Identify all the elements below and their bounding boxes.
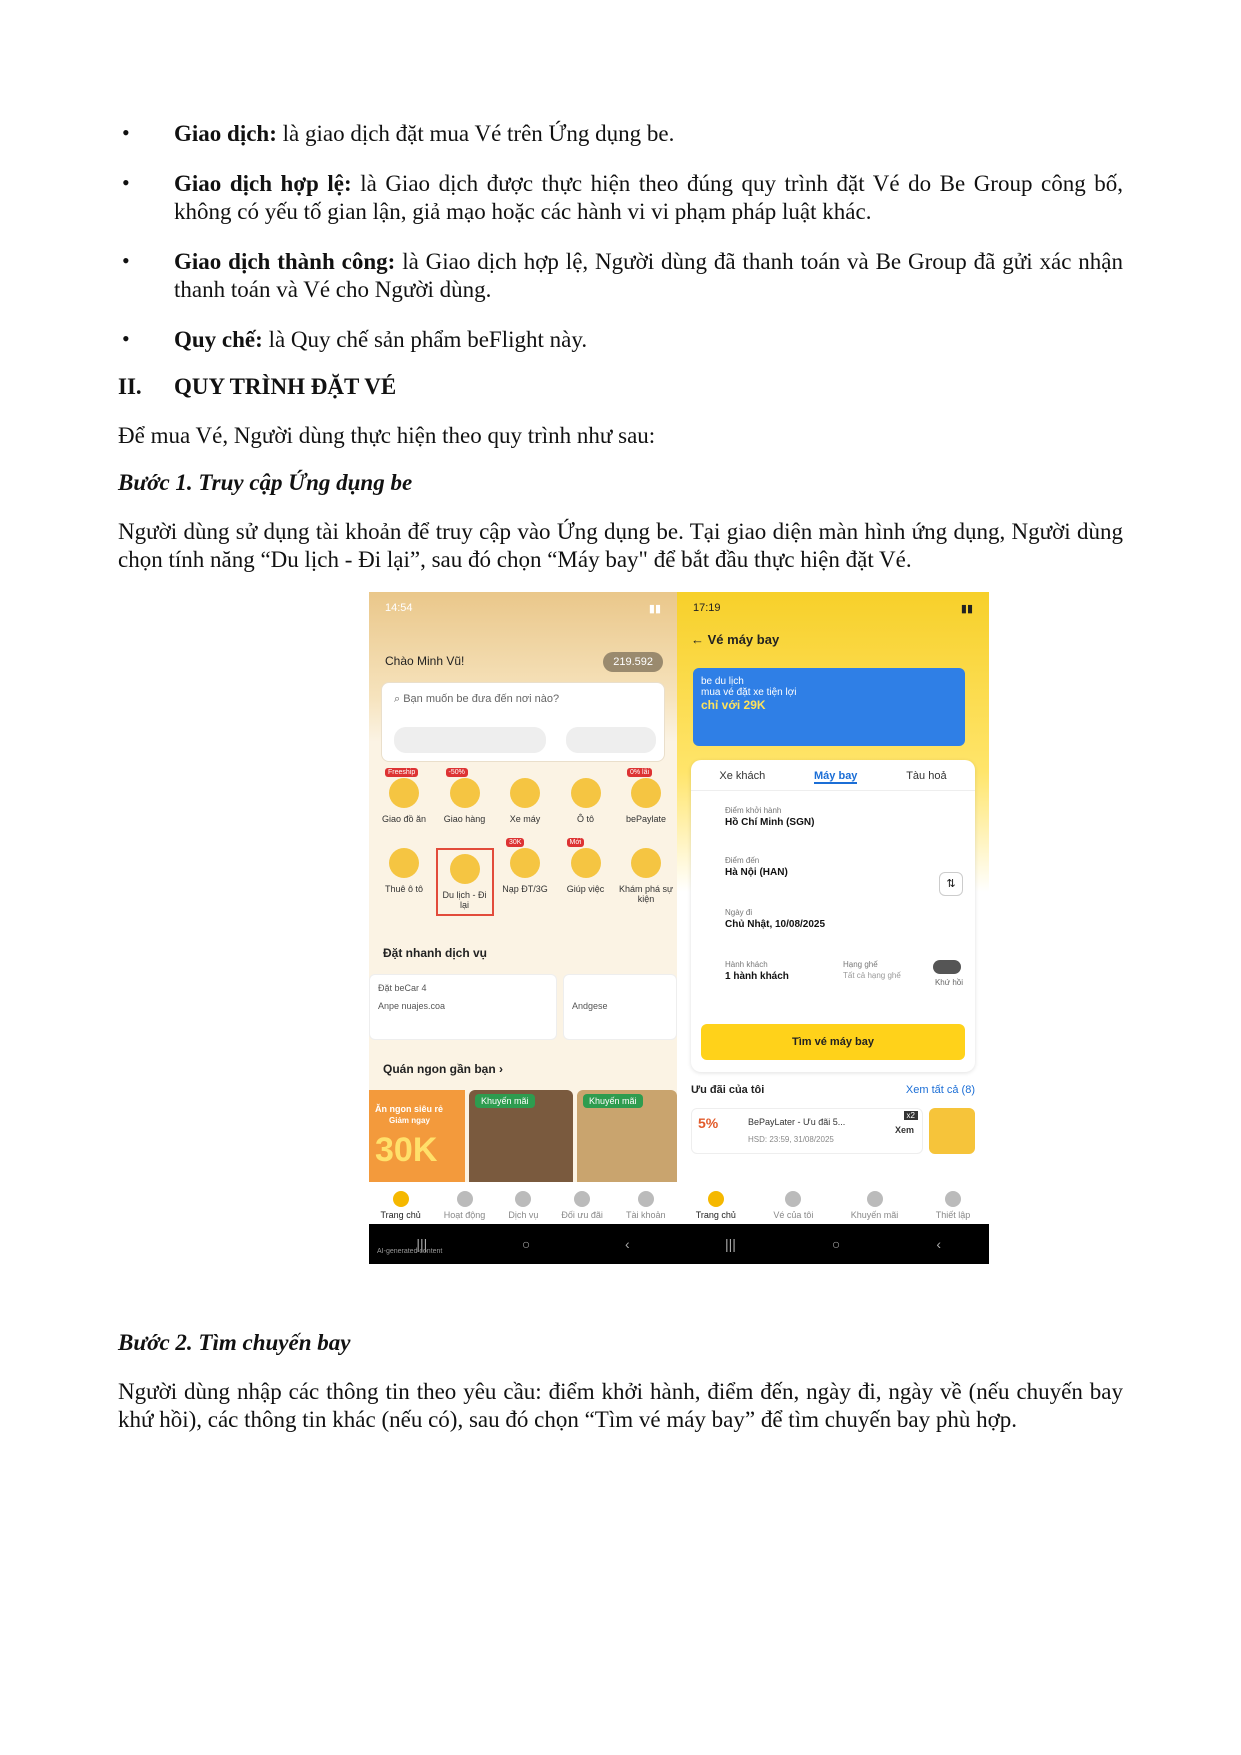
system-nav-bar — [369, 1224, 677, 1264]
box-icon: -50% — [450, 778, 480, 808]
offers-title: Ưu đãi của tôi — [691, 1084, 765, 1096]
promo-banner[interactable]: be du lịch mua vé đặt xe tiện lợi chỉ với 29K — [693, 668, 965, 746]
battery-icon: ▮▮ — [960, 603, 973, 615]
ticket-icon — [785, 1191, 801, 1207]
step1-title: Bước 1. Truy cập Ứng dụng be — [118, 470, 413, 495]
find-flight-button[interactable]: Tìm vé máy bay — [701, 1024, 965, 1060]
travel-icon — [450, 854, 480, 884]
tab-train[interactable]: Tàu hoả — [906, 770, 947, 782]
tab-bus[interactable]: Xe khách — [719, 770, 766, 782]
home-circle-icon[interactable]: ○ — [831, 1236, 841, 1252]
system-nav-bar — [677, 1224, 989, 1264]
service-paylater[interactable]: 0% lãi bePaylate — [625, 769, 667, 824]
date-field[interactable]: Ngày đi Chủ Nhật, 10/08/2025 — [725, 908, 826, 930]
page-header — [691, 632, 779, 647]
definition-item — [118, 326, 1123, 354]
definition-item — [118, 120, 1123, 148]
phone-home-screen — [369, 592, 677, 1264]
promo-30k-banner[interactable]: Ăn ngon siêu rẻ Giảm ngay 30K — [369, 1090, 465, 1214]
nav-home[interactable]: Trang chủ — [381, 1191, 421, 1220]
points-badge[interactable]: 219.592 — [603, 652, 663, 672]
plane-offer-thumb[interactable] — [929, 1108, 975, 1154]
nearby-title[interactable]: Quán ngon gần bạn › — [383, 1062, 504, 1076]
motorbike-icon — [510, 778, 540, 808]
passenger-field[interactable]: Hành khách 1 hành khách — [725, 960, 789, 982]
to-field[interactable]: Điểm đến Hà Nội (HAN) — [725, 856, 788, 878]
step2-text: Người dùng nhập các thông tin theo yêu cầu: điểm khởi hành, điểm đến, ngày đi, ngày về (nếu chuyến bay khứ hồi), các thông tin khác (nếu có), sau đó chọn “Tìm vé máy bay” để tìm chuyến bay phù hợp. — [118, 1379, 1123, 1432]
clock-icon — [457, 1191, 473, 1207]
definition-text: là Quy chế sản phẩm beFlight này. — [262, 327, 588, 352]
destination-search[interactable] — [381, 682, 665, 762]
recents-icon[interactable]: ||| — [724, 1236, 736, 1252]
flight-search-form — [691, 760, 975, 1072]
swap-icon[interactable]: ⇅ — [939, 872, 963, 896]
roundtrip-toggle[interactable] — [933, 960, 961, 974]
definition-text: là Giao dịch được thực hiện theo đúng quy trình đặt Vé do Be Group công bố, không có yếu tố gian lận, giả mạo hoặc các hành vi vi phạm pháp luật khác. — [174, 171, 1123, 224]
service-food[interactable]: Freeship Giao đồ ăn — [381, 769, 427, 824]
service-events[interactable]: Khám phá sự kiện — [617, 848, 675, 916]
back-arrow-icon[interactable]: ← — [691, 632, 708, 647]
definition-term: Giao dịch: — [174, 121, 277, 146]
bullet-icon: • — [122, 120, 130, 145]
nav-rewards[interactable]: Đối ưu đãi — [561, 1191, 603, 1220]
step2-title: Bước 2. Tìm chuyến bay — [118, 1330, 351, 1355]
intro-paragraph: Để mua Vé, Người dùng thực hiện theo quy trình như sau: — [118, 423, 656, 448]
ai-note: AI-generated content — [377, 1248, 443, 1255]
cleaning-icon: Mới — [571, 848, 601, 878]
definition-item — [118, 170, 1123, 226]
from-field[interactable]: Điểm khởi hành Hồ Chí Minh (SGN) — [725, 806, 815, 828]
saved-place-pill[interactable] — [566, 727, 656, 753]
search-placeholder: Bạn muốn be đưa đến nơi nào? — [403, 693, 560, 705]
car-rental-icon — [389, 848, 419, 878]
section-heading — [118, 374, 1123, 400]
battery-icon: ▮▮ — [648, 603, 661, 615]
view-offer-button[interactable]: Xem — [894, 1125, 914, 1135]
user-icon — [638, 1191, 654, 1207]
status-time: 14:54 — [385, 602, 413, 614]
back-icon[interactable]: ‹ — [936, 1236, 941, 1252]
bullet-icon: • — [122, 248, 130, 273]
promo-icon — [867, 1191, 883, 1207]
nav-promotions[interactable]: Khuyến mãi — [851, 1191, 899, 1220]
roundtrip-label: Khứ hồi — [934, 978, 963, 987]
menu-icon — [945, 1191, 961, 1207]
class-field[interactable]: Hạng ghế Tất cả hạng ghế — [843, 960, 901, 980]
definition-text: là Giao dịch hợp lệ, Người dùng đã thanh toán và Be Group đã gửi xác nhận thanh toán và Vé cho Người dùng. — [174, 249, 1124, 302]
phone-flight-screen — [677, 592, 989, 1264]
food-card[interactable]: Khuyến mãi — [469, 1090, 573, 1214]
home-icon — [708, 1191, 724, 1207]
definition-term: Giao dịch hợp lệ: — [174, 171, 352, 196]
service-grid-row1 — [375, 769, 675, 824]
quick-service-card[interactable]: Andgese — [563, 974, 677, 1040]
bullet-icon: • — [122, 326, 130, 351]
car-icon — [571, 778, 601, 808]
service-bike[interactable]: Xe máy — [496, 778, 554, 824]
grid-icon — [515, 1191, 531, 1207]
status-bar — [369, 592, 677, 628]
service-car-rental[interactable]: Thuê ô tô — [375, 848, 433, 916]
service-delivery[interactable]: -50% Giao hàng — [443, 769, 486, 824]
home-circle-icon[interactable]: ○ — [521, 1236, 531, 1252]
gift-icon — [574, 1191, 590, 1207]
bottom-nav — [369, 1182, 677, 1224]
definition-text: là giao dịch đặt mua Vé trên Ứng dụng be. — [276, 121, 675, 146]
quick-service-card[interactable]: Đặt beCar 4 Anpe nuajes.coa — [369, 974, 557, 1040]
nav-my-tickets[interactable]: Vé của tôi — [773, 1191, 813, 1220]
recents-icon[interactable]: ||| — [416, 1236, 428, 1252]
wallet-icon: 0% lãi — [631, 778, 661, 808]
view-all-offers-link[interactable]: Xem tất cả (8) — [905, 1084, 975, 1096]
service-car[interactable]: Ô tô — [557, 778, 615, 824]
bottom-nav — [677, 1182, 989, 1224]
section-title: QUY TRÌNH ĐẶT VÉ — [174, 374, 397, 399]
app-screenshots-figure — [369, 592, 989, 1264]
food-card[interactable]: Khuyến mãi — [577, 1090, 677, 1214]
definition-term: Quy chế: — [174, 327, 263, 352]
status-bar — [677, 592, 989, 628]
nav-services[interactable]: Dịch vụ — [508, 1191, 538, 1220]
definition-item — [118, 248, 1123, 304]
service-travel[interactable]: Du lịch - Đi lại — [436, 848, 494, 916]
back-icon[interactable]: ‹ — [624, 1236, 630, 1252]
transport-tabs — [691, 760, 975, 791]
tab-flight[interactable]: Máy bay — [814, 770, 858, 782]
saved-place-pill[interactable] — [394, 727, 546, 753]
service-cleaning[interactable]: Mới Giúp việc — [566, 839, 605, 894]
phone-icon: 30K — [510, 848, 540, 878]
event-icon — [631, 848, 661, 878]
nav-home[interactable]: Trang chủ — [696, 1191, 736, 1220]
bullet-icon: • — [122, 170, 130, 195]
home-icon — [393, 1191, 409, 1207]
page-title: Vé máy bay — [707, 632, 780, 647]
nav-activity[interactable]: Hoạt động — [444, 1191, 486, 1220]
greeting: Chào Minh Vũ! — [385, 654, 465, 668]
service-topup[interactable]: 30K Nạp ĐT/3G — [502, 839, 548, 894]
nav-account[interactable]: Tài khoản — [626, 1191, 666, 1220]
status-time: 17:19 — [693, 602, 721, 614]
offer-card[interactable]: 5% BePayLater - Ưu đãi 5... HSD: 23:59, 31/08/2025 Xem x2 — [691, 1108, 923, 1154]
quick-service-title: Đặt nhanh dịch vụ — [383, 946, 488, 960]
search-icon: ⌕ — [394, 693, 404, 705]
food-icon: Freeship — [389, 778, 419, 808]
nav-settings[interactable]: Thiết lập — [936, 1191, 971, 1220]
step1-text: Người dùng sử dụng tài khoản để truy cập vào Ứng dụng be. Tại giao diện màn hình ứng dụng, Người dùng chọn tính năng “Du lịch - Đi lại”, sau đó chọn “Máy bay" để bắt đầu thực hiện đặt Vé. — [118, 519, 1123, 572]
definition-term: Giao dịch thành công: — [174, 249, 396, 274]
section-number: II. — [118, 374, 142, 399]
service-grid-row2 — [375, 839, 675, 916]
